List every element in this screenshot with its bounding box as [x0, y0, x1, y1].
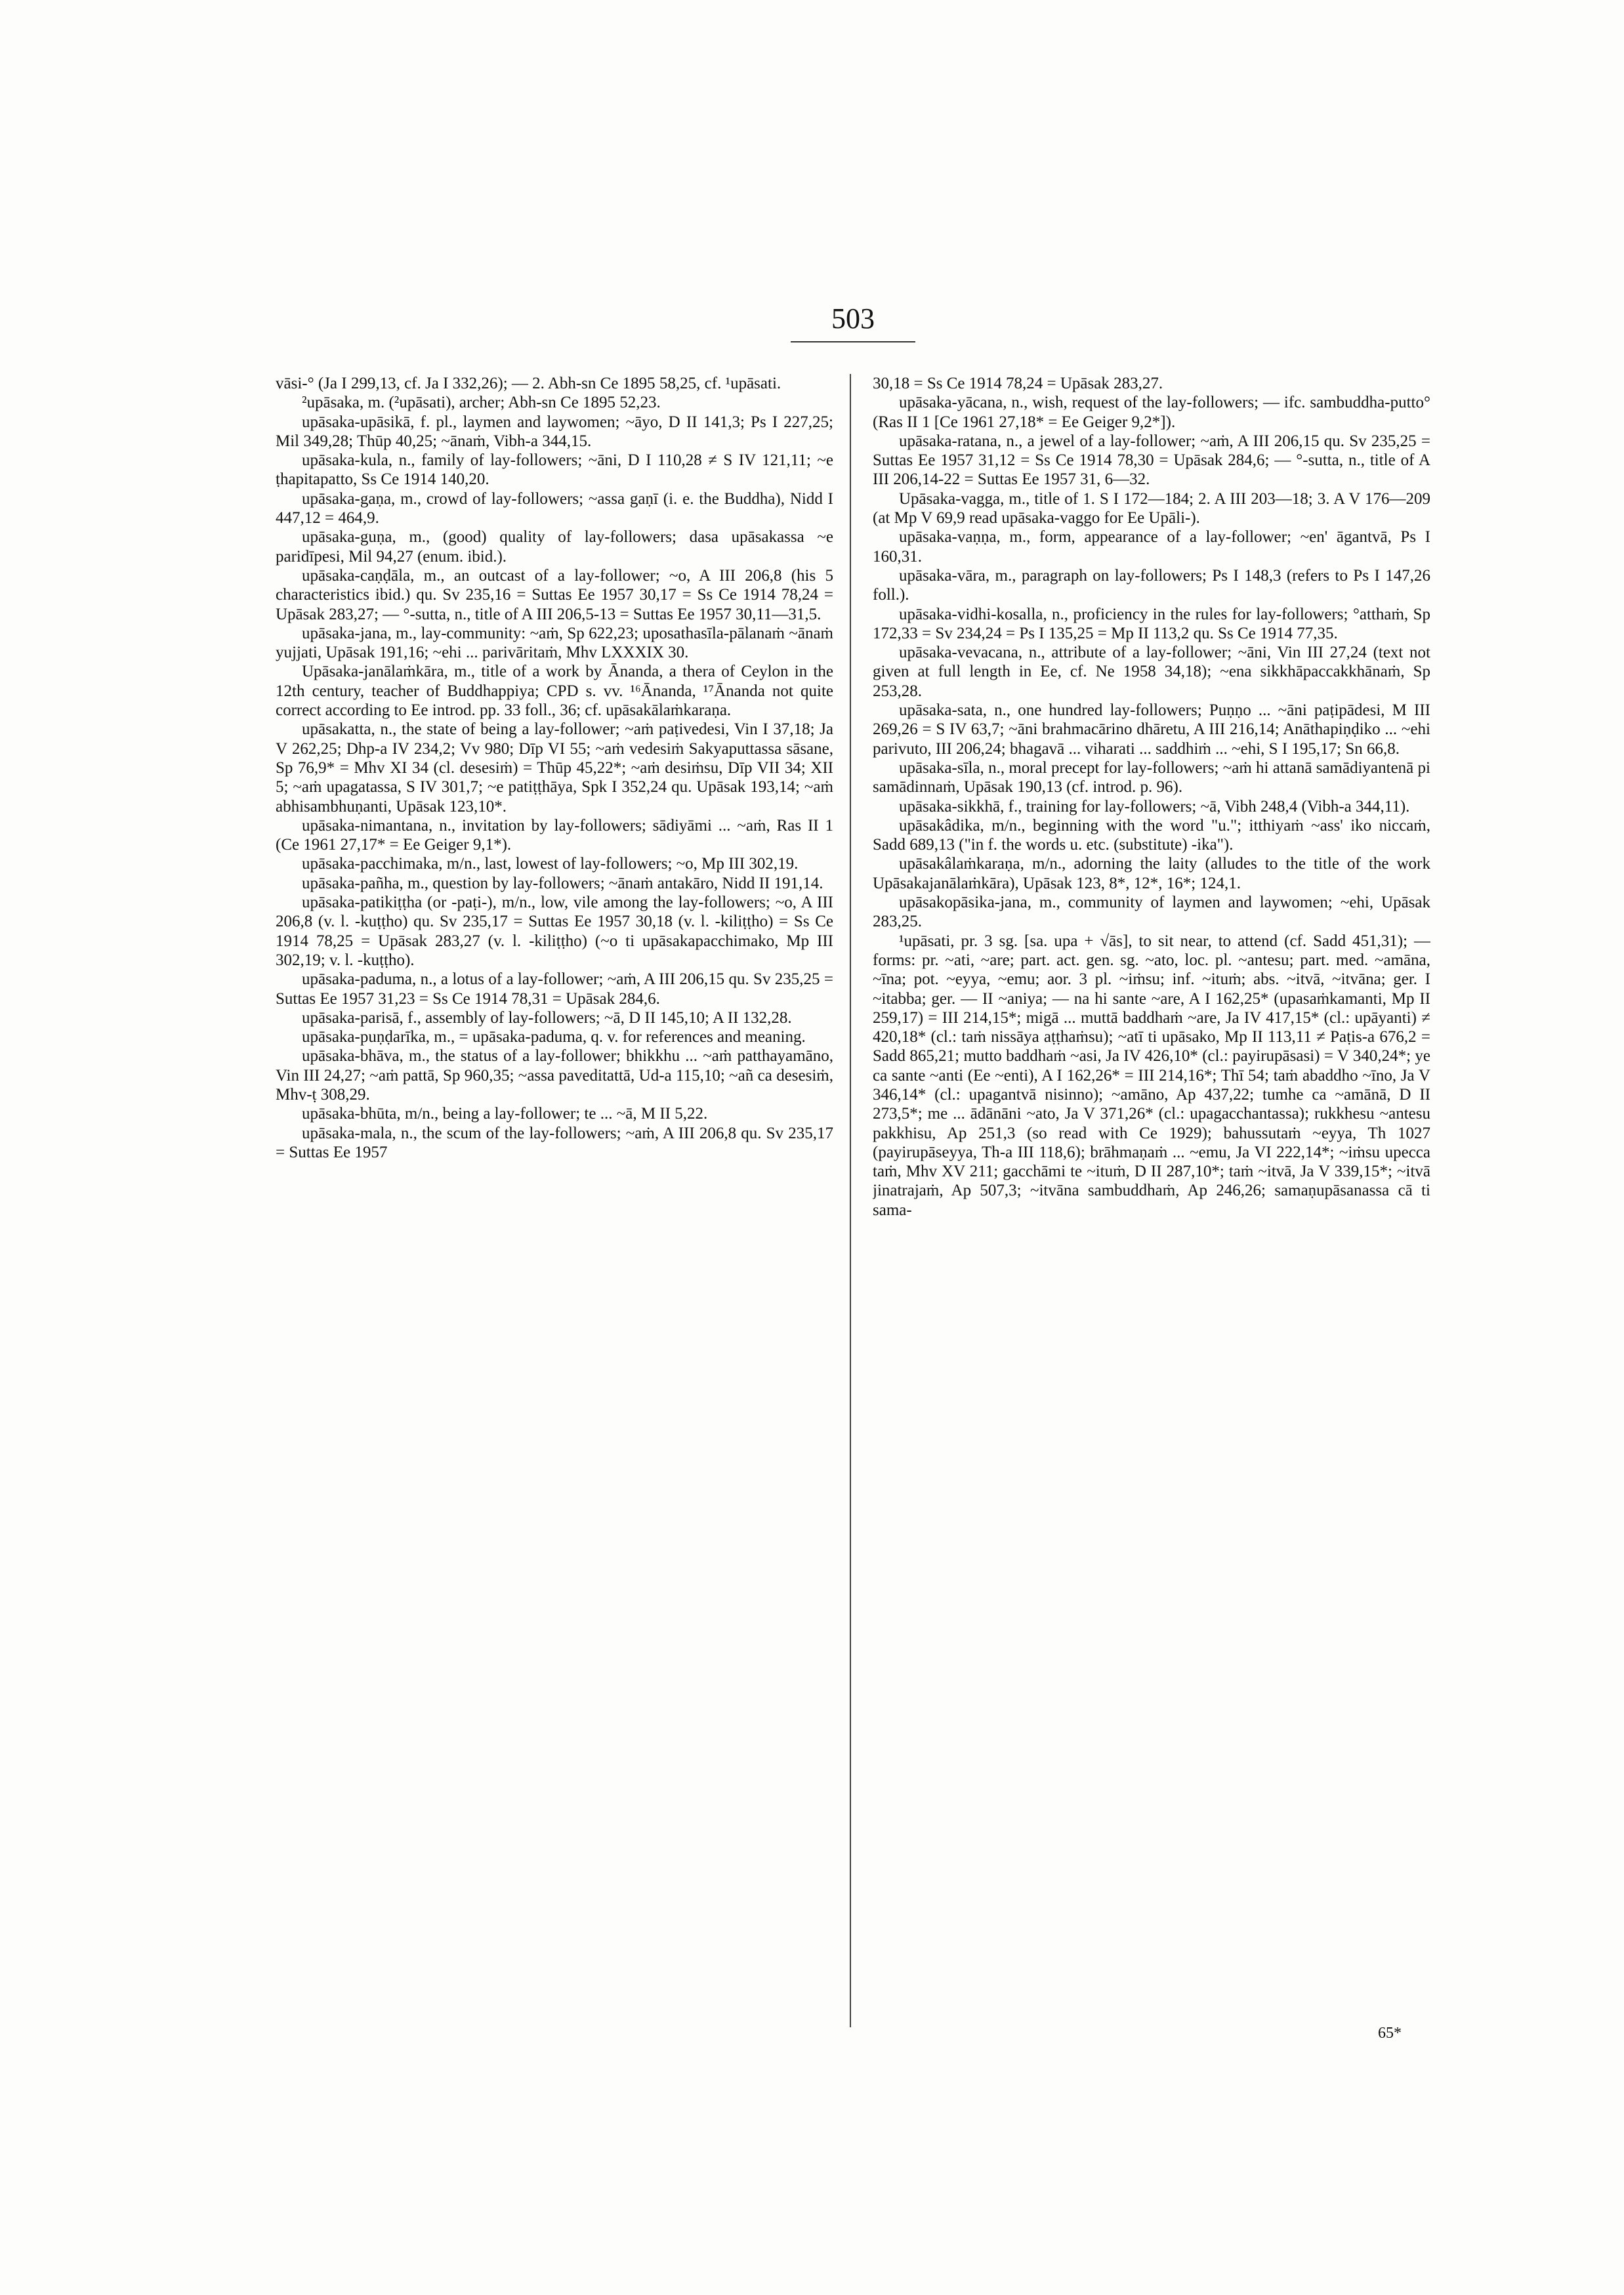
dictionary-entry: upāsaka-sikkhā, f., training for lay-followers; ~ā, Vibh 248,4 (Vibh-a 344,11). [899, 797, 1410, 816]
dictionary-entry: upāsaka-vaṇṇa, m., form, appearance of a lay-follower; ~en' āgantvā, Ps I 160,31. [873, 528, 1430, 566]
dictionary-entry: upāsaka-patikiṭṭha (or -paṭi-), m/n., low, vile among the lay-followers; ~o, A III 206,8 (v. l. -kuṭṭho) qu. Sv 235,17 = Suttas Ee 1957 30,18 (v. l. -kiliṭṭho) = Ss Ce 1914 78,25 = Upāsak 283,27 (v. l. -kiliṭṭho) (~o ti upāsakapacchimako, Mp III 302,19; v. l. -kuṭṭho). [276, 894, 833, 969]
dictionary-entry: upāsaka-kula, n., family of lay-followers; ~āni, D I 110,28 ≠ S IV 121,11; ~e ṭhapitapatto, Ss Ce 1914 140,20. [276, 451, 833, 489]
dictionary-entry: upāsakatta, n., the state of being a lay-follower; ~aṁ paṭivedesi, Vin I 37,18; Ja V 262,25; Dhp-a IV 234,2; Vv 980; Dīp VI 55; ~aṁ vedesiṁ Sakyaputtassa sāsane, Sp 76,9* = Mhv XI 34 (cl. desesiṁ) = Thūp 45,22*; ~aṁ desiṁsu, Dīp VII 34; XII 5; ~aṁ upagatassa, S IV 301,7; ~e patiṭṭhāya, Spk I 352,24 qu. Upāsak 193,14; ~aṁ abhisambhuṇanti, Upāsak 123,10*. [276, 720, 833, 816]
dictionary-entry: upāsaka-puṇḍarīka, m., = upāsaka-paduma, q. v. for references and meaning. [302, 1028, 806, 1046]
dictionary-entry: vāsi-° (Ja I 299,13, cf. Ja I 332,26); — 2. Abh-sn Ce 1895 58,25, cf. ¹upāsati. [276, 375, 781, 392]
dictionary-entry: upāsaka-caṇḍāla, m., an outcast of a lay-follower; ~o, A III 206,8 (his 5 characteristics ibid.) qu. Sv 235,16 = Suttas Ee 1957 30,17 = Ss Ce 1914 78,24 = Upāsak 283,27; — °-sutta, n., title of A III 206,5-13 = Suttas Ee 1957 30,11—31,5. [276, 566, 833, 623]
dictionary-entry: upāsaka-ratana, n., a jewel of a lay-follower; ~aṁ, A III 206,15 qu. Sv 235,25 = Suttas Ee 1957 31,12 = Ss Ce 1914 78,30 = Upāsak 284,6; — °-sutta, n., title of A III 206,14-22 = Suttas Ee 1957 31, 6—32. [873, 432, 1430, 489]
dictionary-entry: Upāsaka-vagga, m., title of 1. S I 172—184; 2. A III 203—18; 3. A V 176—209 (at Mp V 69,9 read upāsaka-vaggo for Ee Upāli-). [873, 489, 1430, 527]
right-column [873, 374, 1430, 2211]
dictionary-entry: upāsaka-mala, n., the scum of the lay-followers; ~aṁ, A III 206,8 qu. Sv 235,17 = Suttas Ee 1957 [276, 1124, 833, 1161]
dictionary-entry: upāsaka-bhūta, m/n., being a lay-follower; te ... ~ā, M II 5,22. [302, 1105, 708, 1123]
dictionary-entry: upāsaka-vāra, m., paragraph on lay-followers; Ps I 148,3 (refers to Ps I 147,26 foll.). [873, 566, 1430, 604]
dictionary-entry: upāsaka-paduma, n., a lotus of a lay-follower; ~aṁ, A III 206,15 qu. Sv 235,25 = Suttas Ee 1957 31,23 = Ss Ce 1914 78,31 = Upāsak 284,6. [276, 970, 833, 1008]
dictionary-entry: upāsaka-guṇa, m., (good) quality of lay-followers; dasa upāsakassa ~e paridīpesi, Mil 94,27 (enum. ibid.). [276, 528, 833, 566]
dictionary-entry: upāsaka-vevacana, n., attribute of a lay-follower; ~āni, Vin III 27,24 (text not given at full length in Ee, cf. Ne 1958 34,18); ~ena sikkhāpaccakkhānaṁ, Sp 253,28. [873, 644, 1430, 700]
dictionary-entry: ¹upāsati, pr. 3 sg. [sa. upa + √ās], to sit near, to attend (cf. Sadd 451,31); — forms: pr. ~ati, ~are; part. act. gen. sg. ~ato, loc. pl. ~antesu; part. med. ~amāna, ~īna; pot. ~eyya, ~emu; aor. 3 pl. ~iṁsu; inf. ~ituṁ; abs. ~itvā, ~itvāna; ger. I ~itabba; ger. — II ~aniya; — na hi sante ~are, A I 162,25* (upasaṁkamanti, Mp II 259,17) = III 214,15*; migā ... muttā baddhaṁ ~are, Ja IV 417,15* (cl.: upāyanti) ≠ 420,18* (cl.: taṁ nissāya aṭṭhaṁsu); ~atī ti upāsako, Mp II 113,11 ≠ Paṭis-a 676,2 = Sadd 865,21; mutto baddhaṁ ~asi, Ja IV 426,10* (cl.: payirupāsasi) = V 340,24*; ye ca sante ~anti (Ee ~enti), A I 162,26* = III 214,16*; Thī 54; taṁ abaddho ~īno, Ja V 346,14* (cl.: upagantvā nisinno); ~amāno, Ap 437,22; tumhe ca ~amānā, D II 273,5*; me ... ādānāni ~ato, Ja V 371,26* (cl.: upagacchantassa); rukkhesu ~antesu pakkhisu, Ap 251,3 (so read with Ce 1929); bahussutaṁ ~eyya, Th 1027 (payirupāseyya, Th-a III 118,6); brāhmaṇaṁ ... ~emu, Ja VI 222,14*; ~iṁsu upecca taṁ, Mhv XV 211; gacchāmi te ~ituṁ, D II 287,10*; taṁ ~itvā, Ja V 339,15*; ~itvā jinatrajaṁ, Ap 507,3; ~itvāna sambuddhaṁ, Ap 246,26; samaṇupāsanassa cā ti sama- [873, 932, 1430, 1219]
column-divider [850, 374, 851, 2027]
dictionary-entry: Upāsaka-janālaṁkāra, m., title of a work by Ānanda, a thera of Ceylon in the 12th century, teacher of Buddhappiya; CPD s. vv. ¹⁶Ānanda, ¹⁷Ānanda not quite correct according to Ee introd. pp. 33 foll., 36; cf. upāsakālaṁkaraṇa. [276, 663, 833, 720]
dictionary-entry: upāsaka-jana, m., lay-community: ~aṁ, Sp 622,23; uposathasīla-pālanaṁ ~ānaṁ yujjati, Upāsak 191,16; ~ehi ... parivāritaṁ, Mhv LXXXIX 30. [276, 624, 833, 662]
page-number: 503 [831, 302, 875, 335]
dictionary-entry: upāsaka-pacchimaka, m/n., last, lowest of lay-followers; ~o, Mp III 302,19. [302, 855, 799, 873]
dictionary-entry: upāsaka-pañha, m., question by lay-followers; ~ānaṁ antakāro, Nidd II 191,14. [302, 874, 823, 892]
dictionary-entry: upāsakopāsika-jana, m., community of laymen and laywomen; ~ehi, Upāsak 283,25. [873, 894, 1430, 931]
dictionary-entry: upāsaka-vidhi-kosalla, n., proficiency in the rules for lay-followers; °atthaṁ, Sp 172,33 = Sv 234,24 = Ps I 135,25 = Mp II 113,2 qu. Ss Ce 1914 77,35. [873, 605, 1430, 642]
page-number-rule [791, 341, 915, 342]
signature-mark: 65* [1378, 2025, 1402, 2042]
dictionary-entry: 30,18 = Ss Ce 1914 78,24 = Upāsak 283,27. [873, 375, 1163, 392]
dictionary-entry: upāsaka-sata, n., one hundred lay-followers; Puṇṇo ... ~āni paṭipādesi, M III 269,26 = S IV 63,7; ~āni brahmacārino dhāretu, A III 216,14; Anāthapiṇḍiko ... ~ehi parivuto, III 206,24; bhagavā ... viharati ... saddhiṁ ... ~ehi, S I 195,17; Sn 66,8. [873, 701, 1430, 758]
dictionary-entry: upāsaka-bhāva, m., the status of a lay-follower; bhikkhu ... ~aṁ patthayamāno, Vin III 24,27; ~aṁ pattā, Sp 960,35; ~assa paveditattā, Ud-a 115,10; ~añ ca desesiṁ, Mhv-ṭ 308,29. [276, 1047, 833, 1104]
dictionary-entry: upāsakâlaṁkaraṇa, m/n., adorning the laity (alludes to the title of the work Upāsakajanālaṁkāra), Upāsak 123, 8*, 12*, 16*; 124,1. [873, 855, 1430, 892]
dictionary-entry: upāsaka-yācana, n., wish, request of the lay-followers; — ifc. sambuddha-putto° (Ras II 1 [Ce 1961 27,18* = Ee Geiger 9,2*]). [873, 394, 1430, 431]
dictionary-entry: upāsaka-upāsikā, f. pl., laymen and laywomen; ~āyo, D II 141,3; Ps I 227,25; Mil 349,28; Thūp 40,25; ~ānaṁ, Vibh-a 344,15. [276, 413, 833, 450]
dictionary-entry: upāsaka-sīla, n., moral precept for lay-followers; ~aṁ hi attanā samādiyantenā pi samādinnaṁ, Upāsak 190,13 (cf. introd. p. 96). [873, 758, 1430, 796]
left-column [276, 374, 833, 2211]
dictionary-entry: ²upāsaka, m. (²upāsati), archer; Abh-sn Ce 1895 52,23. [302, 394, 661, 412]
dictionary-entry: upāsaka-gaṇa, m., crowd of lay-followers; ~assa gaṇī (i. e. the Buddha), Nidd I 447,12 = 464,9. [276, 489, 833, 527]
dictionary-entry: upāsakâdika, m/n., beginning with the word "u."; itthiyaṁ ~ass' iko niccaṁ, Sadd 689,13 ("in f. the words u. etc. (substitute) -ika"). [873, 816, 1430, 854]
dictionary-entry: upāsaka-parisā, f., assembly of lay-followers; ~ā, D II 145,10; A II 132,28. [302, 1008, 792, 1027]
dictionary-entry: upāsaka-nimantana, n., invitation by lay-followers; sādiyāmi ... ~aṁ, Ras II 1 (Ce 1961 27,17* = Ee Geiger 9,1*). [276, 816, 833, 854]
